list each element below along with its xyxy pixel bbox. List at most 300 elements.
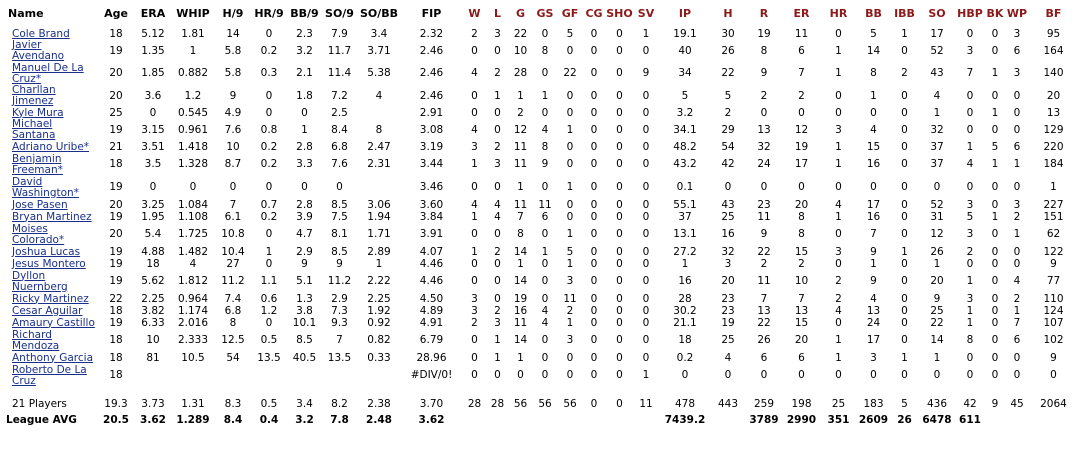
stat-wp: 7 [1013,316,1021,329]
stat-g: 14 [513,245,528,258]
stat-whip: 1 [189,44,197,57]
stat-fip: 2.46 [419,44,444,57]
stat-sho: 0 [616,245,623,258]
player-link-roberto-de-la-cruz[interactable]: Roberto De La Cruz [12,363,87,387]
stat-so-9: 7.2 [331,89,348,102]
stat-wp: 0 [1013,89,1021,102]
stat-whip: 10.5 [181,351,205,364]
stat-bb: 0 [870,106,877,119]
league-avg-row-bb: 2609 [858,413,889,426]
stat-era [136,364,170,387]
stat-hr: 3 [835,123,842,136]
stat-fip: 2.32 [419,27,444,40]
stat-wp: 2 [1013,292,1021,305]
stat-gf: 0 [566,351,574,364]
stat-ibb: 0 [901,334,908,346]
stat-g: 11 [513,140,528,153]
league-avg-row-er: 2990 [786,413,817,426]
stat-gf: 22 [563,67,577,79]
stat-whip: 2.333 [177,334,209,346]
stat-bk: 1 [991,106,999,119]
stat-w: 0 [471,257,478,270]
stat-sho: 0 [616,106,623,119]
totals-row-l: 28 [490,397,505,410]
table-row [4,28,1078,40]
stat-bf: 129 [1043,123,1064,136]
stat-hr-9: 0 [265,257,273,270]
stat-age: 20 [109,198,123,211]
stat-so: 1 [933,351,941,364]
stat-ibb: 0 [901,89,908,102]
stat-gs: 0 [541,292,549,305]
stat-fip: 3.19 [419,140,444,153]
league-avg-row-gs [532,411,558,429]
stat-bb: 5 [870,27,877,40]
stat-r: 0 [760,369,768,381]
column-header-hr-9[interactable]: HR/9 [254,7,284,20]
stat-so: 22 [930,316,944,329]
column-header-whip[interactable]: WHIP [176,7,210,20]
stat-gf: 1 [566,123,574,136]
player-link-moises-colorado[interactable]: Moises Colorado* [12,222,65,246]
column-header-sv[interactable]: SV [637,7,655,20]
stat-wp: 0 [1013,123,1021,136]
stat-hr: 1 [835,351,842,364]
stat-hr: 1 [835,67,842,79]
stat-er: 17 [794,158,809,170]
league-avg-row-g [509,411,532,429]
column-header-ip[interactable]: IP [678,7,692,20]
stat-r: 9 [760,67,768,79]
player-link-jesus-montero[interactable]: Jesus Montero [12,257,86,270]
column-header-so-9[interactable]: SO/9 [325,7,354,20]
stat-bf: 151 [1043,210,1064,223]
stat-h: 4 [724,351,732,364]
stat-hr: 1 [835,334,842,346]
stat-bb-9: 0 [301,106,308,119]
stat-whip: 2.016 [177,316,209,329]
stat-whip: 0.545 [177,106,209,119]
stat-er: 0 [798,106,805,119]
stat-bb: 3 [870,351,877,364]
stat-sv: 1 [642,369,650,381]
stat-whip: 1.174 [177,304,209,317]
stat-w: 4 [471,67,478,79]
stat-wp: 6 [1013,140,1021,153]
stat-bb-9: 4.7 [296,228,313,240]
stat-so-bb: 8 [375,123,383,136]
stat-gf: 3 [566,334,574,346]
stat-gs: 8 [541,140,549,153]
stat-so: 12 [930,228,944,240]
stat-era: 1.35 [141,44,165,57]
stat-era: 3.6 [144,89,162,102]
stat-bb: 0 [870,369,877,381]
stat-whip: 0.961 [177,123,209,136]
column-header-gf[interactable]: GF [561,7,579,20]
stat-bb-9: 9 [301,257,308,270]
stat-ip: 21.1 [673,316,697,329]
stat-so-9: 8.5 [331,198,348,211]
stat-bk: 0 [991,181,999,193]
stat-age: 19 [109,210,123,223]
stat-ip: 0.1 [676,181,694,193]
stat-sv: 0 [642,198,650,211]
column-header-er[interactable]: ER [793,7,810,20]
player-link-cole-brand[interactable]: Cole Brand [12,27,70,40]
stat-sho: 0 [616,351,623,364]
stat-wp: 0 [1013,369,1021,381]
stat-cg: 0 [590,123,598,136]
stat-bf: 102 [1043,334,1064,346]
stat-r: 8 [760,44,768,57]
stat-bf: 164 [1043,44,1064,57]
stat-h: 19 [721,316,735,329]
stat-gf: 1 [566,181,574,193]
table-row [4,293,1078,305]
stat-fip: 4.91 [419,316,444,329]
stat-so-bb: 2.47 [367,140,391,153]
stat-h-9: 5.8 [224,67,242,79]
player-link-javier-avendano[interactable]: Javier Avendano [12,39,65,62]
stat-gf: 11 [563,292,577,305]
stat-hbp: 5 [966,210,974,223]
stat-h: 23 [721,304,735,317]
stat-cg: 0 [590,292,598,305]
stat-hr: 4 [835,198,842,211]
stat-gs: 0 [541,334,549,346]
column-header-name[interactable]: Name [8,7,44,20]
league-avg-row-h [711,411,745,429]
stat-bf: 122 [1043,245,1064,258]
stat-gs: 8 [541,44,549,57]
player-link-david-washington[interactable]: David Washington* [12,175,79,199]
stat-er: 19 [794,140,809,153]
stat-sho: 0 [616,158,623,170]
column-header-l[interactable]: L [493,7,501,20]
column-header-sho[interactable]: SHO [606,7,633,20]
stat-so-9: 7 [336,334,343,346]
stat-bk: 5 [991,140,999,153]
totals-row-bb-9: 3.4 [296,397,313,410]
column-header-hbp[interactable]: HBP [957,7,983,20]
stat-era: 5.4 [144,228,162,240]
stat-wp: 1 [1013,158,1021,170]
column-header-bk[interactable]: BK [986,7,1004,20]
league-avg-row-l [486,411,509,429]
stat-cg: 0 [590,210,598,223]
stat-bf: 107 [1043,316,1064,329]
player-link-manuel-de-la-cruz[interactable]: Manuel De La Cruz* [12,61,84,85]
stat-whip: 0 [189,181,197,193]
stat-er: 8 [798,228,805,240]
stat-fip: 4.46 [419,275,444,287]
stat-bb-9: 5.1 [296,275,313,287]
stat-age: 22 [109,292,123,305]
stat-bb: 17 [866,198,881,211]
column-header-so[interactable]: SO [928,7,946,20]
table-row [4,211,1078,223]
stat-bb-9: 1.8 [296,89,313,102]
stat-g: 11 [513,158,528,170]
column-header-g[interactable]: G [515,7,526,20]
stat-era: 3.15 [141,123,165,136]
stat-bk: 0 [991,44,999,57]
stat-sv: 0 [642,334,650,346]
totals-row-label: 21 Players [12,397,67,410]
player-link-bryan-martinez[interactable]: Bryan Martinez [12,210,92,223]
table-header [4,0,1078,28]
column-header-bf[interactable]: BF [1045,7,1062,20]
stat-h-9: 10.4 [221,245,245,258]
totals-row-gf: 56 [563,397,577,410]
stat-ip: 3.2 [676,106,694,119]
stat-ibb: 1 [901,351,908,364]
stat-ip: 0.2 [676,351,694,364]
stat-cg: 0 [590,369,598,381]
stat-wp: 0 [1013,245,1021,258]
column-header-cg[interactable]: CG [585,7,603,20]
column-header-h[interactable]: H [723,7,733,20]
column-header-bb-9[interactable]: BB/9 [290,7,319,20]
column-header-wp[interactable]: WP [1006,7,1028,20]
stat-h-9: 14 [226,27,240,40]
stat-wp: 3 [1013,27,1021,40]
player-name-cell [4,85,96,107]
player-link-michael-santana[interactable]: Michael Santana [12,118,56,141]
player-link-benjamin-freeman[interactable]: Benjamin Freeman* [12,152,63,176]
stat-w: 0 [471,89,478,102]
stat-h: 54 [721,140,735,153]
header-row [4,0,1078,28]
stat-sv: 0 [642,275,650,287]
player-name-cell [4,270,96,293]
stat-bb-9: 10.1 [292,316,317,329]
column-header-r[interactable]: R [759,7,769,20]
stat-so-9 [321,364,358,387]
column-header-hr[interactable]: HR [829,7,848,20]
stat-ip: 18 [678,334,692,346]
stat-g: 1 [517,257,524,270]
stat-wp: 1 [1013,304,1021,317]
stat-w: 0 [471,351,478,364]
stat-ibb: 0 [901,275,908,287]
stat-ibb: 1 [901,27,908,40]
player-link-richard-mendoza[interactable]: Richard Mendoza [12,328,60,352]
stat-bb: 16 [866,210,881,223]
league-avg-row-bf [1029,411,1078,429]
column-header-gs[interactable]: GS [536,7,554,20]
stat-cg: 0 [590,316,598,329]
column-header-ibb[interactable]: IBB [894,7,915,20]
column-header-fip[interactable]: FIP [421,7,442,20]
stat-l: 2 [494,67,501,79]
stat-so-bb: 2.31 [367,158,391,170]
stat-w: 2 [471,27,478,40]
stat-w: 0 [471,106,478,119]
stat-hbp: 3 [966,198,974,211]
stat-so-9: 9 [336,257,343,270]
stat-bb-9: 2.8 [296,198,313,211]
stat-gs: 4 [541,123,549,136]
stat-h: 32 [721,245,735,258]
stat-sho: 0 [616,275,623,287]
player-link-amaury-castillo[interactable]: Amaury Castillo [12,316,95,329]
column-header-w[interactable]: W [468,7,481,20]
stat-hr: 1 [835,44,842,57]
player-link-cesar-aguilar[interactable]: Cesar Aguilar [12,304,83,317]
player-link-charllan-jimenez[interactable]: Charllan Jimenez [12,84,56,107]
stat-g: 2 [517,106,524,119]
stat-hr: 3 [835,245,842,258]
table-row [4,270,1078,293]
stat-bk: 0 [991,245,999,258]
column-header-era[interactable]: ERA [140,7,166,20]
stat-so-bb [358,364,400,387]
stat-so-bb: 3.4 [370,27,388,40]
table-row [4,364,1078,387]
totals-row-hr: 25 [831,397,846,410]
table-row [4,141,1078,153]
stat-r: 13 [757,123,771,136]
stat-ip: 19.1 [673,27,697,40]
stat-sv: 0 [642,140,650,153]
stat-h-9: 27 [226,257,240,270]
stat-er: 8 [798,210,805,223]
column-header-bb[interactable]: BB [865,7,882,20]
stat-bf: 9 [1050,351,1057,364]
stat-so-9: 2.9 [331,292,348,305]
stat-h: 42 [721,158,735,170]
stat-ip: 34.1 [673,123,697,136]
stat-fip: 3.91 [419,228,444,240]
stat-hr: 0 [835,27,842,40]
stat-bb-9: 2.8 [296,140,313,153]
player-name-cell [4,62,96,85]
stat-bb: 1 [870,257,877,270]
player-link-joshua-lucas[interactable]: Joshua Lucas [12,245,81,258]
stat-r: 13 [757,304,771,317]
stat-l: 4 [494,198,501,211]
stat-age: 25 [109,106,123,119]
stat-hr: 0 [835,369,842,381]
stat-hbp: 0 [966,181,974,193]
stat-er: 15 [794,245,809,258]
table-row [4,85,1078,107]
stat-era: 1.85 [141,67,165,79]
stat-so: 14 [930,334,944,346]
stat-l: 0 [494,369,501,381]
stat-so: 32 [930,123,944,136]
table-row [4,62,1078,85]
stat-age: 18 [109,369,123,381]
stat-whip: 1.084 [177,198,209,211]
stat-er: 6 [798,351,805,364]
stat-so-bb [358,107,400,119]
stat-wp: 0 [1013,106,1021,119]
player-link-ricky-martinez[interactable]: Ricky Martinez [12,292,89,305]
stat-bb-9: 1.3 [296,292,313,305]
stat-gf: 3 [566,275,574,287]
stat-er: 0 [798,181,805,193]
player-name-cell [4,305,96,317]
player-name-cell [4,153,96,176]
stat-so-bb: 2.25 [367,292,391,305]
player-link-adriano-uribe[interactable]: Adriano Uribe* [12,140,90,153]
stat-ip: 48.2 [673,140,697,153]
stat-hr-9: 0.2 [260,158,278,170]
stat-bb: 24 [866,316,881,329]
stat-bb: 13 [866,304,881,317]
stat-hr: 0 [835,106,842,119]
player-link-dyllon-nuernberg[interactable]: Dyllon Nuernberg [12,269,68,293]
stat-so-9: 7.5 [331,210,348,223]
stat-er: 7 [798,67,805,79]
stat-so-bb [358,176,400,199]
pitching-stats-table [4,0,1078,429]
stat-hbp: 1 [966,304,974,317]
stat-ibb: 0 [901,123,908,136]
stat-bf: 110 [1043,292,1064,305]
stat-l: 3 [494,316,501,329]
stat-whip: 0.882 [177,67,209,79]
stat-gf: 0 [566,369,574,381]
stat-h-9: 0 [229,181,237,193]
table-row [4,199,1078,211]
stat-hbp: 1 [966,316,974,329]
stat-h-9: 11.2 [221,275,245,287]
stat-bk: 1 [991,158,999,170]
column-header-age[interactable]: Age [104,7,128,20]
stat-er: 11 [794,27,809,40]
stat-fip: 4.07 [419,245,444,258]
stat-so: 37 [930,158,944,170]
stat-gs: 4 [541,304,549,317]
table-row [4,246,1078,258]
stat-g: 12 [513,123,528,136]
player-link-anthony-garcia[interactable]: Anthony Garcia [12,351,94,364]
column-header-h-9[interactable]: H/9 [222,7,244,20]
league-avg-row-cg [582,411,606,429]
stat-fip: #DIV/0! [410,369,453,381]
stat-r: 7 [760,292,768,305]
stat-h: 23 [721,292,735,305]
stat-gs: 11 [538,198,552,211]
stat-hbp: 8 [966,334,974,346]
stat-age: 18 [109,351,123,364]
stat-so: 1 [933,106,941,119]
stat-g: 28 [513,67,528,79]
stat-er: 20 [794,334,809,346]
stat-w: 0 [471,228,478,240]
stat-wp: 3 [1013,67,1021,79]
stat-sv: 0 [642,44,650,57]
stat-r: 19 [757,27,771,40]
stat-bf: 124 [1043,304,1064,317]
player-link-kyle-mura[interactable]: Kyle Mura [12,106,64,119]
stat-hbp: 0 [966,257,974,270]
table-row [4,153,1078,176]
stat-sv: 0 [642,210,650,223]
league-avg-row-wp [1005,411,1029,429]
stat-ip: 16 [678,275,692,287]
spacer-row [4,387,1078,397]
stat-l: 2 [494,245,501,258]
stat-sv: 0 [642,304,650,317]
stat-hr: 0 [835,89,842,102]
column-header-so-bb[interactable]: SO/BB [359,7,399,20]
player-link-jose-pasen[interactable]: Jose Pasen [12,198,68,211]
